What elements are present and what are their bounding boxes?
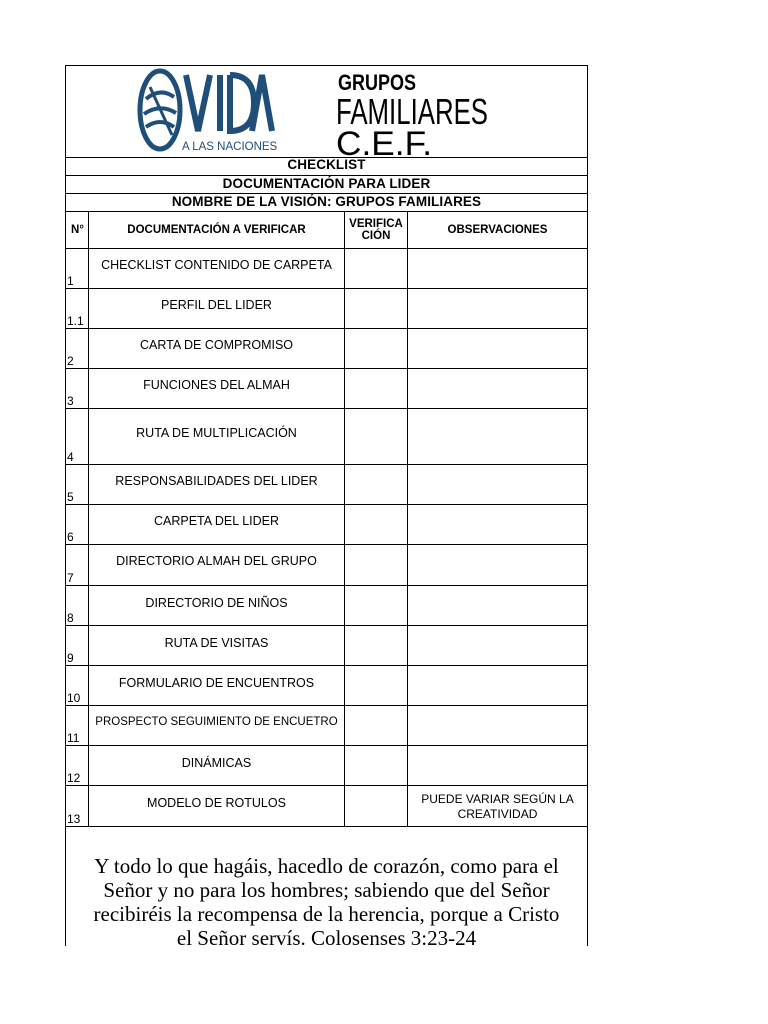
bible-verse: [66, 854, 587, 950]
row-number: 1: [67, 274, 74, 288]
row-number: 3: [67, 394, 74, 408]
logo-row: [66, 66, 587, 163]
row-number: 11: [67, 731, 80, 745]
table-row: [66, 705, 587, 745]
row-number: 13: [67, 812, 81, 826]
row-document: CHECKLIST CONTENIDO DE CARPETA: [101, 258, 332, 272]
row-document: RUTA DE VISITAS: [164, 636, 269, 650]
row-number: 9: [67, 651, 74, 665]
title-checklist: CHECKLIST: [287, 157, 366, 172]
row-document: PERFIL DEL LIDER: [161, 298, 272, 312]
header-verification-line1: VERIFICA: [349, 218, 403, 230]
row-document: PROSPECTO SEGUIMIENTO DE ENCUETRO: [95, 716, 338, 728]
row-document: DINÁMICAS: [181, 756, 252, 770]
table-row: [66, 625, 587, 665]
vida-a-las-naciones-logo: [136, 69, 276, 155]
table-row: [66, 408, 587, 464]
row-number: 2: [67, 354, 74, 368]
header-documentation: DOCUMENTACIÓN A VERIFICAR: [127, 224, 306, 236]
row-number: 10: [67, 691, 81, 705]
svg-text:FAMILIARES: FAMILIARES: [336, 91, 488, 132]
row-observation: [408, 792, 587, 822]
row-document: MODELO DE ROTULOS: [147, 796, 286, 810]
svg-text:A LAS NACIONES: A LAS NACIONES: [182, 141, 278, 153]
row-observation-line1: PUEDE VARIAR SEGÚN LA: [421, 792, 574, 806]
header-verification-line2: CIÓN: [361, 230, 391, 242]
table-row: [66, 745, 587, 785]
header-num: N°: [71, 224, 84, 236]
row-number: 8: [67, 611, 74, 625]
table-row: [66, 544, 587, 585]
verse-line: recibiréis la recompensa de la herencia, porque a Cristo: [93, 902, 560, 926]
svg-text:GRUPOS: GRUPOS: [338, 70, 416, 95]
row-document: DIRECTORIO ALMAH DEL GRUPO: [116, 554, 317, 568]
row-number: 6: [67, 530, 74, 544]
title-documentacion: DOCUMENTACIÓN PARA LIDER: [222, 176, 431, 191]
row-number: 5: [67, 490, 74, 504]
checklist-sheet: [65, 65, 588, 950]
verse-line: Señor y no para los hombres; sabiendo que del Señor: [103, 878, 550, 902]
verse-line: Y todo lo que hagáis, hacedlo de corazón, como para el: [94, 854, 559, 878]
row-document: CARTA DE COMPROMISO: [139, 338, 294, 352]
table-row: [66, 248, 587, 288]
row-document: RESPONSABILIDADES DEL LIDER: [115, 474, 318, 488]
row-document: CARPETA DEL LIDER: [153, 514, 280, 528]
row-number: 4: [67, 450, 74, 464]
table-row: [66, 368, 587, 408]
row-document: FORMULARIO DE ENCUENTROS: [118, 676, 315, 690]
table-row: [66, 464, 587, 504]
table-row: [66, 328, 587, 368]
row-observation-line2: CREATIVIDAD: [457, 807, 538, 821]
row-document: RUTA DE MULTIPLICACIÓN: [136, 426, 297, 440]
svg-text:C.E.F.: C.E.F.: [336, 125, 432, 163]
row-number: 7: [67, 571, 74, 585]
table-row: [66, 585, 587, 625]
row-document: FUNCIONES DEL ALMAH: [143, 378, 290, 392]
table-row: [66, 785, 587, 826]
table-row: [66, 504, 587, 544]
grupos-familiares-logo: [336, 68, 496, 163]
header-verification: [345, 212, 407, 248]
header-observations: OBSERVACIONES: [447, 224, 548, 236]
table-row: [66, 288, 587, 328]
row-number: 1.1: [67, 314, 84, 328]
table-row: [66, 665, 587, 705]
title-vision: NOMBRE DE LA VISIÓN: GRUPOS FAMILIARES: [171, 194, 482, 209]
row-document: DIRECTORIO DE NIÑOS: [145, 596, 288, 610]
verse-line: el Señor servís. Colosenses 3:23-24: [176, 926, 477, 950]
row-number: 12: [67, 771, 81, 785]
divider: [66, 826, 587, 827]
